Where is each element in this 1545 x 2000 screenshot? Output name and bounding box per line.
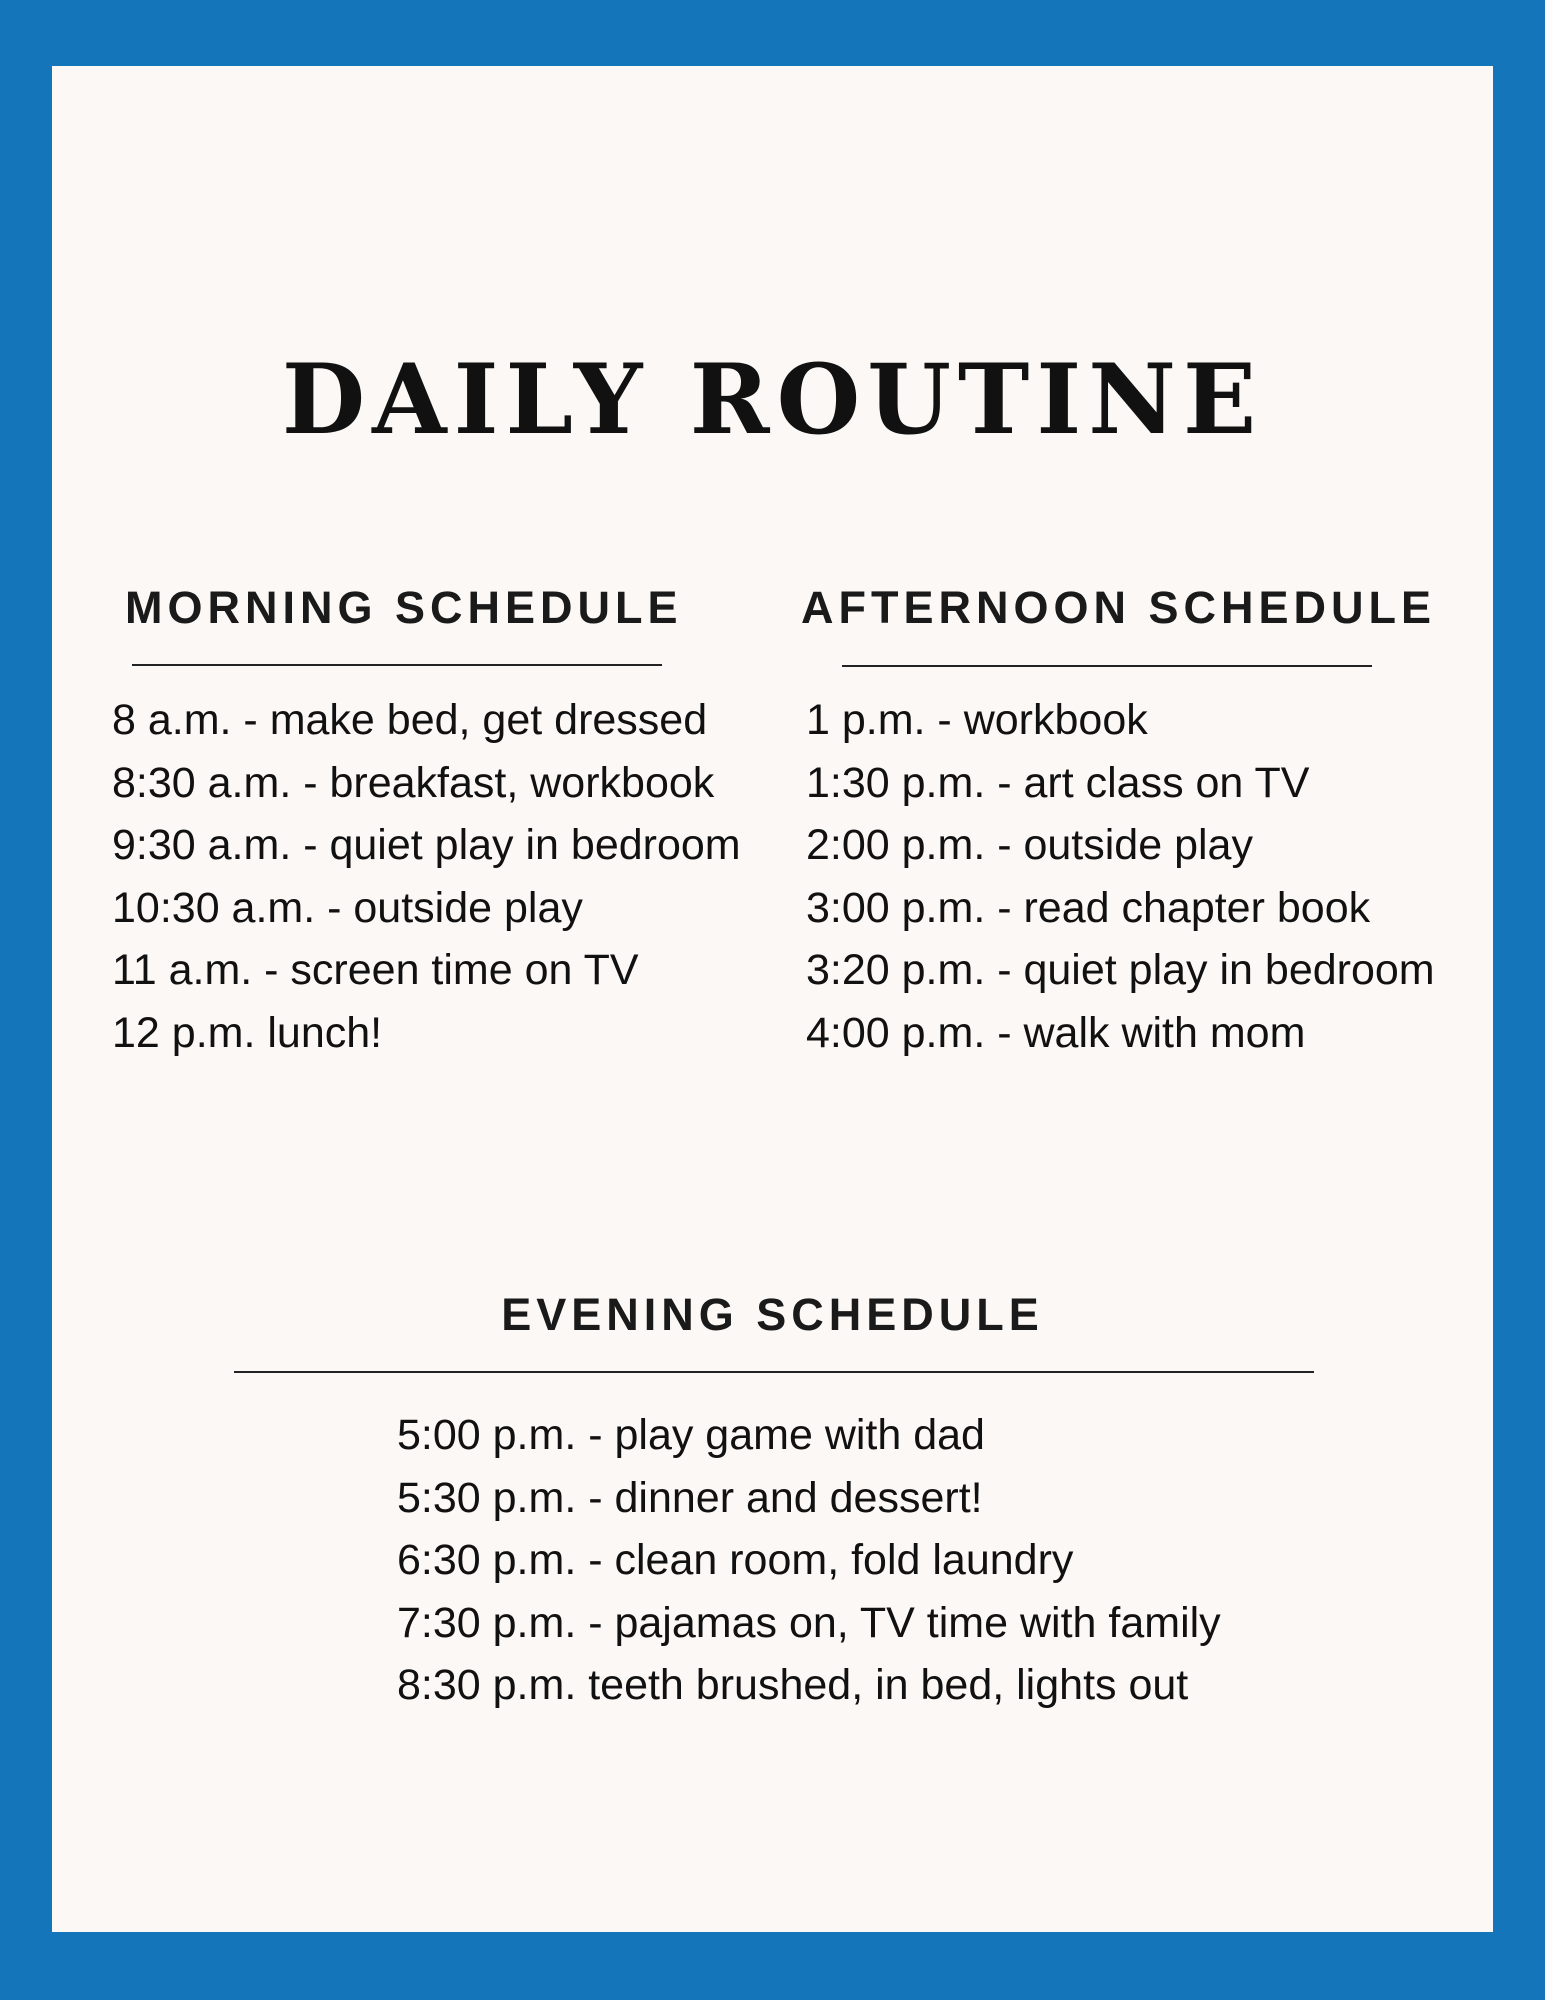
evening-heading: EVENING SCHEDULE [501,1289,1044,1340]
morning-list [112,689,741,1064]
list-item: 2:00 p.m. - outside play [806,821,1253,869]
evening-list [397,1404,1221,1717]
afternoon-divider [842,665,1372,667]
morning-divider [132,664,662,666]
evening-divider [234,1371,1314,1373]
list-item: 8 a.m. - make bed, get dressed [112,696,708,744]
list-item: 3:20 p.m. - quiet play in bedroom [806,946,1435,994]
list-item: 4:00 p.m. - walk with mom [806,1008,1306,1057]
list-item: 3:00 p.m. - read chapter book [806,883,1371,932]
list-item: 1:30 p.m. - art class on TV [806,758,1310,807]
list-item: 9:30 a.m. - quiet play in bedroom [112,821,741,869]
afternoon-heading: AFTERNOON SCHEDULE [801,582,1437,633]
list-item: 1 p.m. - workbook [806,696,1148,744]
list-item: 8:30 p.m. teeth brushed, in bed, lights out [397,1661,1189,1709]
list-item: 10:30 a.m. - outside play [112,883,583,932]
page-title: DAILY ROUTINE [281,343,1264,456]
list-item: 6:30 p.m. - clean room, fold laundry [397,1536,1074,1584]
list-item: 5:30 p.m. - dinner and dessert! [397,1473,983,1522]
list-item: 12 p.m. lunch! [112,1008,383,1057]
list-item: 11 a.m. - screen time on TV [112,946,639,994]
afternoon-list [806,689,1435,1064]
list-item: 5:00 p.m. - play game with dad [397,1411,985,1459]
morning-heading: MORNING SCHEDULE [125,582,683,633]
list-item: 8:30 a.m. - breakfast, workbook [112,758,715,807]
list-item: 7:30 p.m. - pajamas on, TV time with family [397,1598,1221,1647]
